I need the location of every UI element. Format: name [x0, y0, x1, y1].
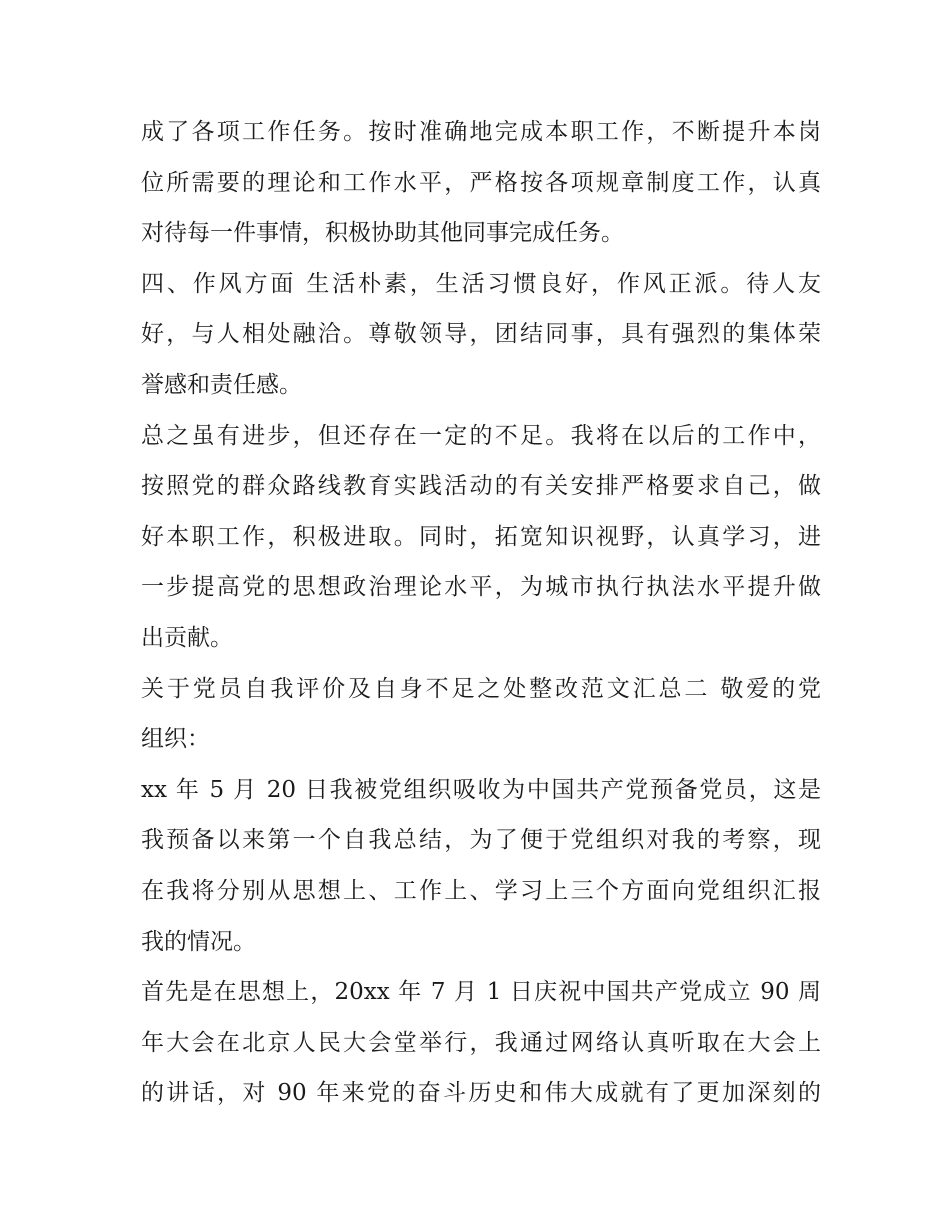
text-line: 关于党员自我评价及自身不足之处整改范文汇总二 敬爱的党 — [141, 675, 821, 702]
text-line: 位所需要的理论和工作水平，严格按各项规章制度工作，认真 — [141, 169, 821, 196]
text-line: 年大会在北京人民大会堂举行，我通过网络认真听取在大会上 — [141, 1029, 821, 1056]
text-line: 我的情况。 — [141, 928, 256, 955]
text-line: 出贡献。 — [141, 624, 233, 651]
text-line: 好，与人相处融洽。尊敬领导，团结同事，具有强烈的集体荣 — [141, 321, 821, 348]
text-line: xx 年 5 月 20 日我被党组织吸收为中国共产党预备党员，这是 — [141, 776, 821, 803]
text-line: 总之虽有进步，但还存在一定的不足。我将在以后的工作中， — [141, 422, 821, 449]
text-line: 成了各项工作任务。按时准确地完成本职工作，不断提升本岗 — [141, 119, 821, 145]
text-line: 对待每一件事情，积极协助其他同事完成任务。 — [141, 220, 624, 247]
text-line: 在我将分别从思想上、工作上、学习上三个方面向党组织汇报 — [141, 877, 821, 904]
document-body — [141, 107, 821, 1119]
text-line: 按照党的群众路线教育实践活动的有关安排严格要求自己，做 — [141, 473, 821, 500]
text-line: 组织： — [141, 726, 210, 753]
text-line: 好本职工作，积极进取。同时，拓宽知识视野，认真学习，进 — [141, 523, 821, 550]
text-line: 誉感和责任感。 — [141, 371, 302, 398]
text-line: 的讲话，对 90 年来党的奋斗历史和伟大成就有了更加深刻的 — [141, 1080, 821, 1107]
text-line: 一步提高党的思想政治理论水平，为城市执行执法水平提升做 — [141, 574, 821, 601]
text-line: 四、作风方面 生活朴素，生活习惯良好，作风正派。待人友 — [141, 270, 821, 297]
text-line: 首先是在思想上，20xx 年 7 月 1 日庆祝中国共产党成立 90 周 — [141, 979, 821, 1006]
text-line: 我预备以来第一个自我总结，为了便于党组织对我的考察，现 — [141, 827, 821, 854]
